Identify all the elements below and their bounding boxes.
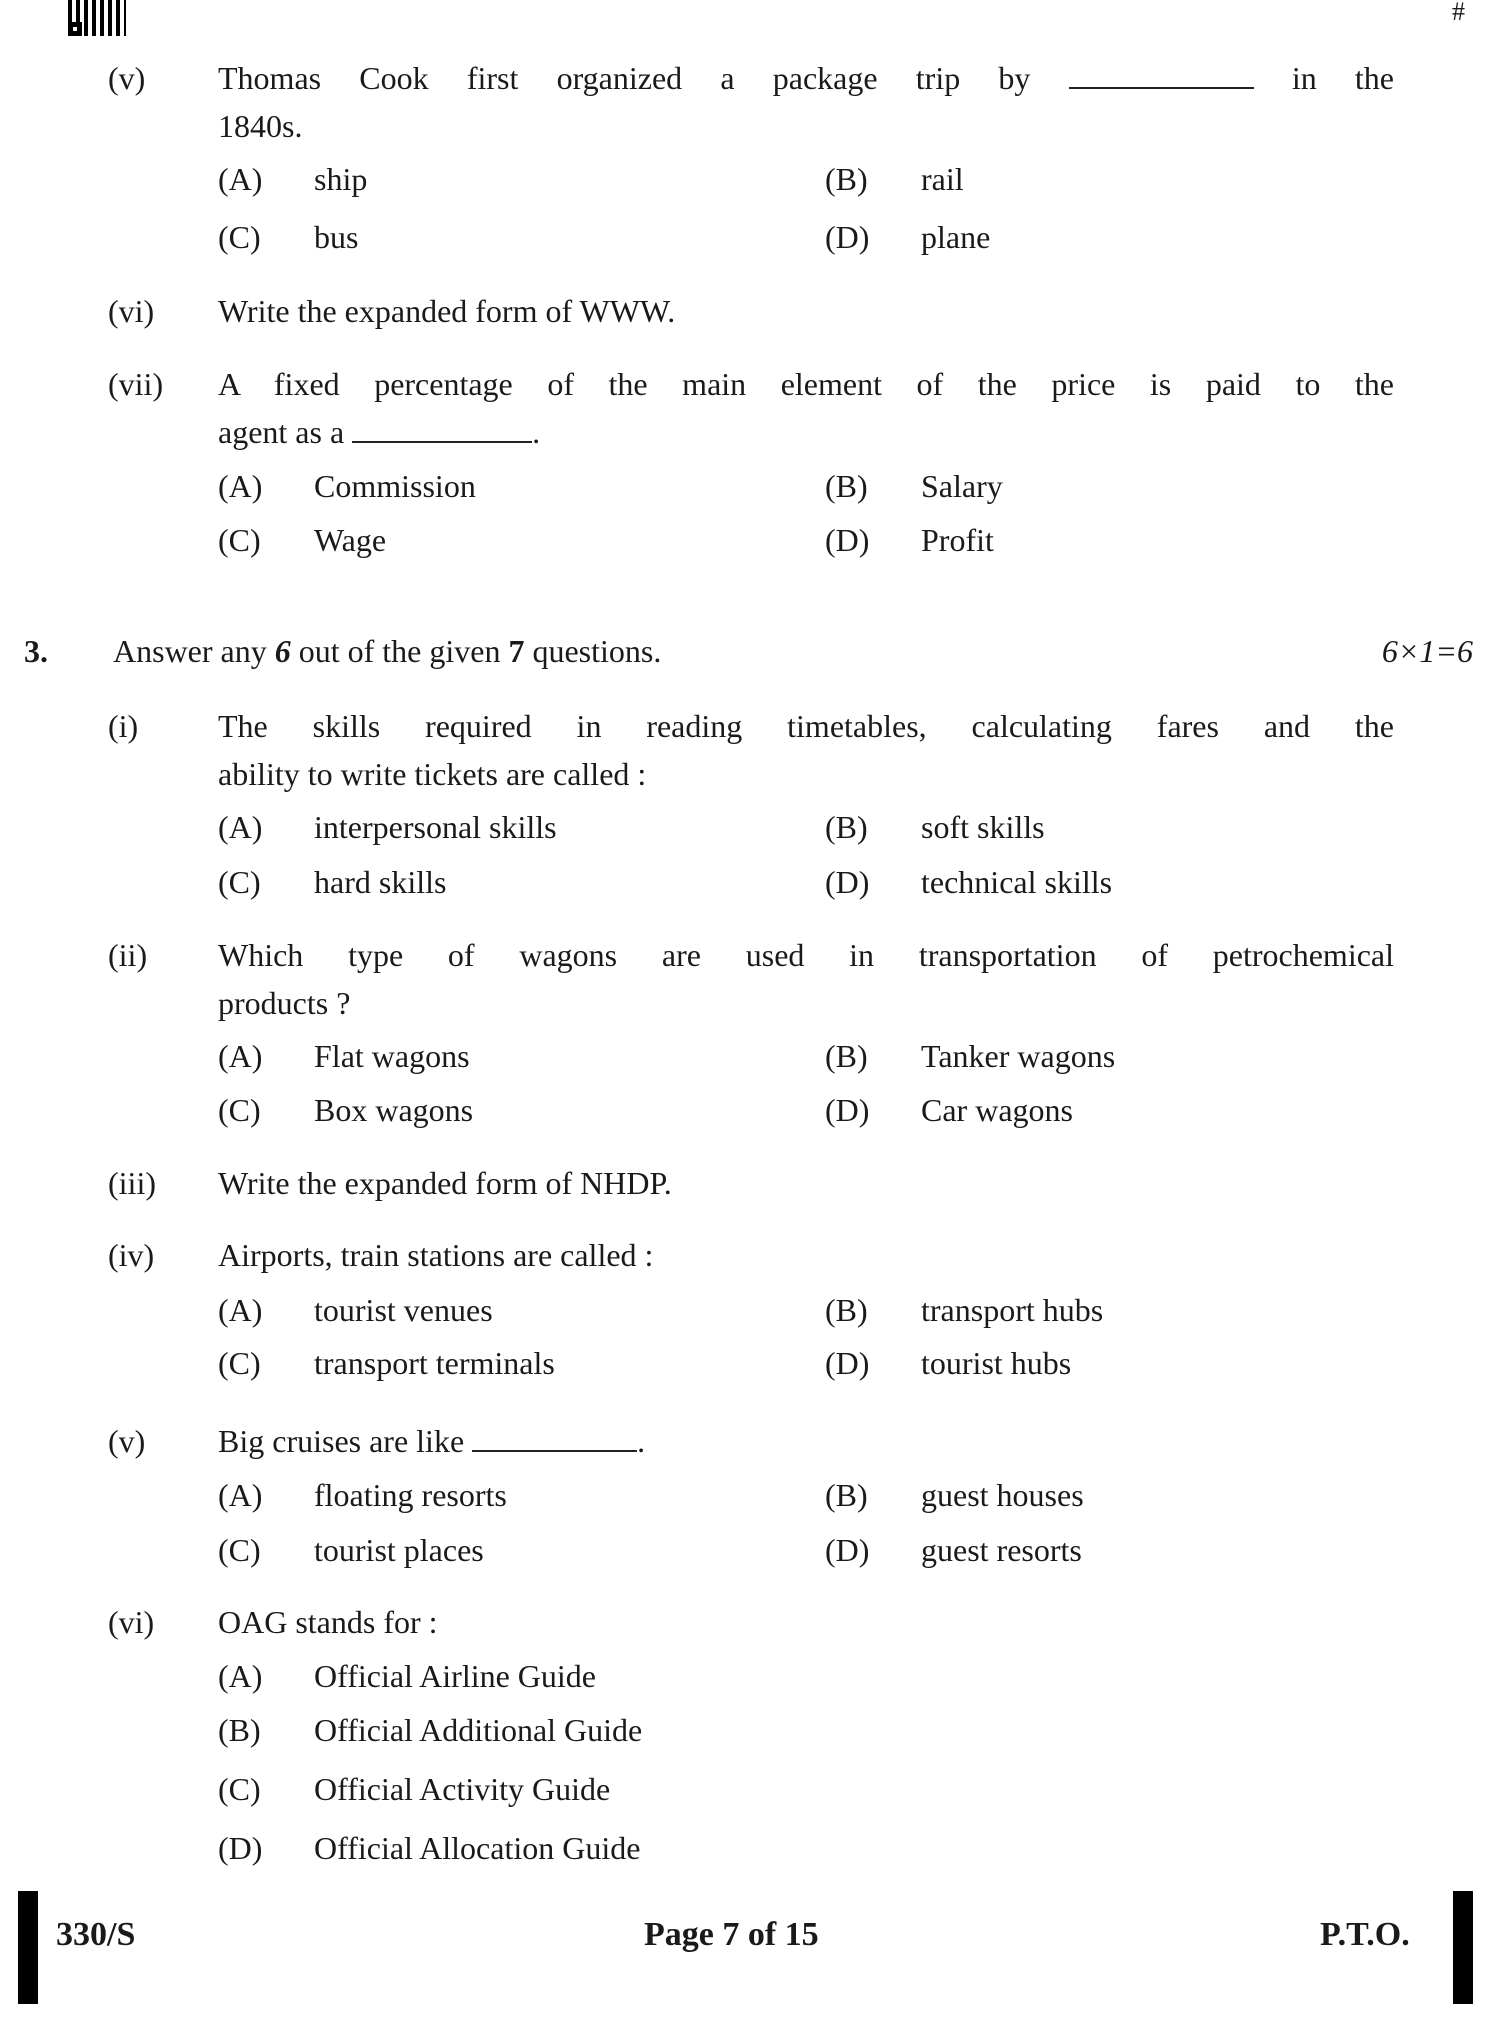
option-text: Box wagons bbox=[314, 1092, 474, 1128]
option-text: transport hubs bbox=[921, 1292, 1104, 1328]
option-label: (B) bbox=[825, 1038, 868, 1074]
option-label: (A) bbox=[218, 468, 263, 504]
question-text-line2: ability to write tickets are called : bbox=[218, 756, 647, 792]
qr-code-icon bbox=[68, 0, 126, 36]
option-label: (C) bbox=[218, 1771, 261, 1807]
option-label: (C) bbox=[218, 1532, 261, 1568]
option-label: (D) bbox=[825, 522, 870, 558]
answer-blank bbox=[1069, 65, 1254, 89]
option-text: tourist venues bbox=[314, 1292, 493, 1328]
option-label: (A) bbox=[218, 1477, 263, 1513]
option-label: (C) bbox=[218, 864, 261, 900]
option-text: hard skills bbox=[314, 864, 447, 900]
question-number: (ii) bbox=[108, 937, 148, 973]
question-number: (v) bbox=[108, 60, 146, 96]
option-label: (B) bbox=[825, 468, 868, 504]
question-text: A fixed percentage of the main element of the price is paid to the bbox=[218, 366, 1394, 402]
option-label: (C) bbox=[218, 1345, 261, 1381]
option-text: Official Activity Guide bbox=[314, 1771, 611, 1807]
option-text: Tanker wagons bbox=[921, 1038, 1116, 1074]
question-text: Thomas Cook first organized a package trip by in the bbox=[218, 60, 1394, 96]
option-text: technical skills bbox=[921, 864, 1113, 900]
option-text: tourist places bbox=[314, 1532, 484, 1568]
option-text: Salary bbox=[921, 468, 1003, 504]
question-text: Write the expanded form of NHDP. bbox=[218, 1165, 672, 1201]
question-text: OAG stands for : bbox=[218, 1604, 438, 1640]
option-text: ship bbox=[314, 161, 368, 197]
option-label: (D) bbox=[825, 1345, 870, 1381]
question-text: Write the expanded form of WWW. bbox=[218, 293, 676, 329]
option-text: Car wagons bbox=[921, 1092, 1073, 1128]
question-text-line2: agent as a . bbox=[218, 414, 541, 450]
option-text: Flat wagons bbox=[314, 1038, 470, 1074]
option-label: (A) bbox=[218, 1292, 263, 1328]
option-label: (B) bbox=[825, 1292, 868, 1328]
option-text: Official Additional Guide bbox=[314, 1712, 643, 1748]
option-label: (A) bbox=[218, 161, 263, 197]
option-text: tourist hubs bbox=[921, 1345, 1072, 1381]
paper-code: 330/S bbox=[56, 1916, 136, 1953]
question-text: Which type of wagons are used in transportation of petrochemical bbox=[218, 937, 1394, 973]
section-instruction: Answer any 6 out of the given 7 questions. bbox=[113, 633, 662, 669]
option-text: transport terminals bbox=[314, 1345, 555, 1381]
answer-blank bbox=[352, 419, 532, 443]
question-text: The skills required in reading timetables, calculating fares and the bbox=[218, 708, 1394, 744]
option-label: (A) bbox=[218, 1038, 263, 1074]
question-text: Airports, train stations are called : bbox=[218, 1237, 654, 1273]
question-number: (vi) bbox=[108, 293, 155, 329]
section-number: 3. bbox=[24, 633, 48, 669]
option-label: (D) bbox=[825, 219, 870, 255]
answer-blank bbox=[472, 1428, 637, 1452]
option-label: (D) bbox=[825, 1532, 870, 1568]
option-label: (C) bbox=[218, 219, 261, 255]
option-text: guest resorts bbox=[921, 1532, 1082, 1568]
option-label: (D) bbox=[825, 1092, 870, 1128]
page-hash-mark: # bbox=[1452, 0, 1465, 26]
option-label: (C) bbox=[218, 522, 261, 558]
question-number: (iii) bbox=[108, 1165, 156, 1201]
footer-left-bar bbox=[18, 1891, 38, 2004]
question-number: (vi) bbox=[108, 1604, 155, 1640]
question-text-line2: 1840s. bbox=[218, 108, 303, 144]
option-text: Profit bbox=[921, 522, 994, 558]
option-label: (B) bbox=[825, 1477, 868, 1513]
section-marks: 6×1=6 bbox=[1381, 633, 1473, 669]
option-label: (D) bbox=[218, 1830, 263, 1866]
option-text: soft skills bbox=[921, 809, 1045, 845]
option-text: Official Allocation Guide bbox=[314, 1830, 641, 1866]
option-text: interpersonal skills bbox=[314, 809, 557, 845]
option-text: bus bbox=[314, 219, 359, 255]
option-text: rail bbox=[921, 161, 964, 197]
question-text-content: Big cruises are like bbox=[218, 1423, 465, 1459]
option-text: floating resorts bbox=[314, 1477, 507, 1513]
question-text-line2: products ? bbox=[218, 985, 351, 1021]
option-text: Official Airline Guide bbox=[314, 1658, 596, 1694]
please-turn-over: P.T.O. bbox=[1320, 1916, 1410, 1953]
question-number: (iv) bbox=[108, 1237, 155, 1273]
option-label: (D) bbox=[825, 864, 870, 900]
option-label: (A) bbox=[218, 809, 263, 845]
footer-right-bar bbox=[1453, 1891, 1473, 2004]
question-number: (v) bbox=[108, 1423, 146, 1459]
option-text: guest houses bbox=[921, 1477, 1084, 1513]
page-number: Page 7 of 15 bbox=[644, 1916, 819, 1953]
option-text: Commission bbox=[314, 468, 476, 504]
option-label: (B) bbox=[825, 809, 868, 845]
option-label: (B) bbox=[218, 1712, 261, 1748]
option-text: Wage bbox=[314, 522, 387, 558]
option-label: (B) bbox=[825, 161, 868, 197]
question-number: (vii) bbox=[108, 366, 164, 402]
option-label: (A) bbox=[218, 1658, 263, 1694]
option-label: (C) bbox=[218, 1092, 261, 1128]
question-text: Big cruises are like . bbox=[218, 1423, 646, 1459]
question-number: (i) bbox=[108, 708, 139, 744]
option-text: plane bbox=[921, 219, 991, 255]
